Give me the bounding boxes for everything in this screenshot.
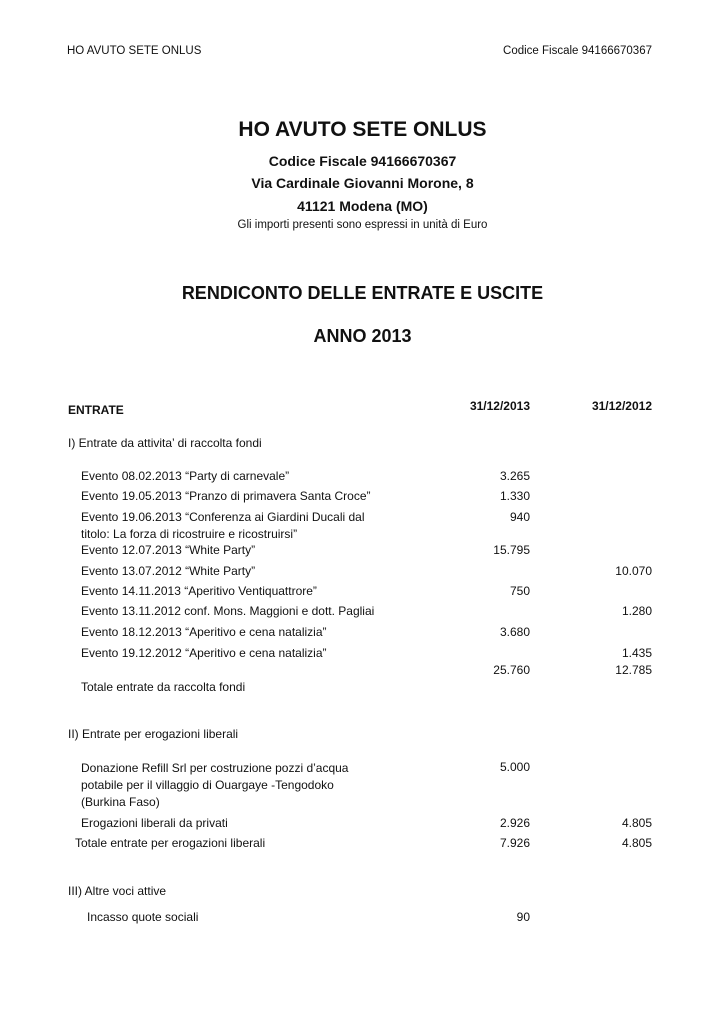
table-row-label: Evento 12.07.2013 “White Party” <box>81 543 256 557</box>
table-row-label: Evento 19.12.2012 “Aperitivo e cena natalizia” <box>81 646 327 660</box>
table-row-value-2012: 1.280 <box>621 604 652 618</box>
table-row-label: Evento 14.11.2013 “Aperitivo Ventiquattrore” <box>81 584 317 598</box>
section-1-total-label: Totale entrate da raccolta fondi <box>81 680 246 694</box>
table-row-value-2013: 3.680 <box>499 625 530 639</box>
table-row-value-2013: 15.795 <box>493 543 530 557</box>
table-row-value-2012: 4.805 <box>621 816 652 830</box>
report-title: RENDICONTO DELLE ENTRATE E USCITE <box>181 283 544 303</box>
table-row-label: Evento 19.05.2013 “Pranzo di primavera Santa Croce” <box>81 489 371 503</box>
report-year: ANNO 2013 <box>313 326 412 346</box>
org-address: Via Cardinale Giovanni Morone, 8 <box>251 175 474 191</box>
table-row-label: Incasso quote sociali <box>87 910 199 924</box>
table-row-value-2013: 2.926 <box>499 816 530 830</box>
section-1-total-2013: 25.760 <box>493 663 530 677</box>
table-row-value-2012: 10.070 <box>615 564 652 578</box>
section-2-total-label: Totale entrate per erogazioni liberali <box>75 836 266 850</box>
section-2-title: II) Entrate per erogazioni liberali <box>68 727 239 741</box>
section-2-total-2013: 7.926 <box>499 836 530 850</box>
table-row-label: Evento 13.07.2012 “White Party” <box>81 564 256 578</box>
header-fiscal-code: Codice Fiscale 94166670367 <box>503 45 652 57</box>
org-fiscal-code: Codice Fiscale 94166670367 <box>268 153 457 169</box>
column-header-2012: 31/12/2012 <box>591 399 652 413</box>
table-row-label: Donazione Refill Srl per costruzione pozzi d’acqua potabile per il villaggio di Ouargaye -Tengodoko (Burkina Faso) <box>81 761 349 809</box>
table-row-value-2013: 940 <box>509 510 530 524</box>
section-1-title: I) Entrate da attivita’ di raccolta fondi <box>68 436 262 450</box>
table-row-label: Evento 18.12.2013 “Aperitivo e cena natalizia” <box>81 625 327 639</box>
table-row-value-2013: 1.330 <box>499 489 530 503</box>
table-row-value-2013: 750 <box>509 584 530 598</box>
table-row-value-2012: 1.435 <box>621 646 652 660</box>
table-row-label: Evento 13.11.2012 conf. Mons. Maggioni e dott. Pagliai <box>81 604 375 618</box>
table-row-label: Evento 08.02.2013 “Party di carnevale” <box>81 469 290 483</box>
header-org-name: HO AVUTO SETE ONLUS <box>67 45 202 57</box>
table-row-value-2013: 3.265 <box>499 469 530 483</box>
currency-note: Gli importi presenti sono espressi in unità di Euro <box>237 219 488 231</box>
table-row-value-2013: 5.000 <box>499 760 530 774</box>
org-name: HO AVUTO SETE ONLUS <box>238 118 487 141</box>
column-header-2013: 31/12/2013 <box>469 399 530 413</box>
table-row-value-2013: 90 <box>516 910 530 924</box>
org-city: 41121 Modena (MO) <box>297 198 428 214</box>
table-row-label: Erogazioni liberali da privati <box>81 816 228 830</box>
section-2-total-2012: 4.805 <box>621 836 652 850</box>
section-3-title: III) Altre voci attive <box>68 884 167 898</box>
table-row-label: Evento 19.06.2013 “Conferenza ai Giardini Ducali dal titolo: La forza di ricostruire e ricostruirsi” <box>81 510 365 541</box>
section-entrate-label: ENTRATE <box>68 403 124 417</box>
section-1-total-2012: 12.785 <box>615 663 652 677</box>
